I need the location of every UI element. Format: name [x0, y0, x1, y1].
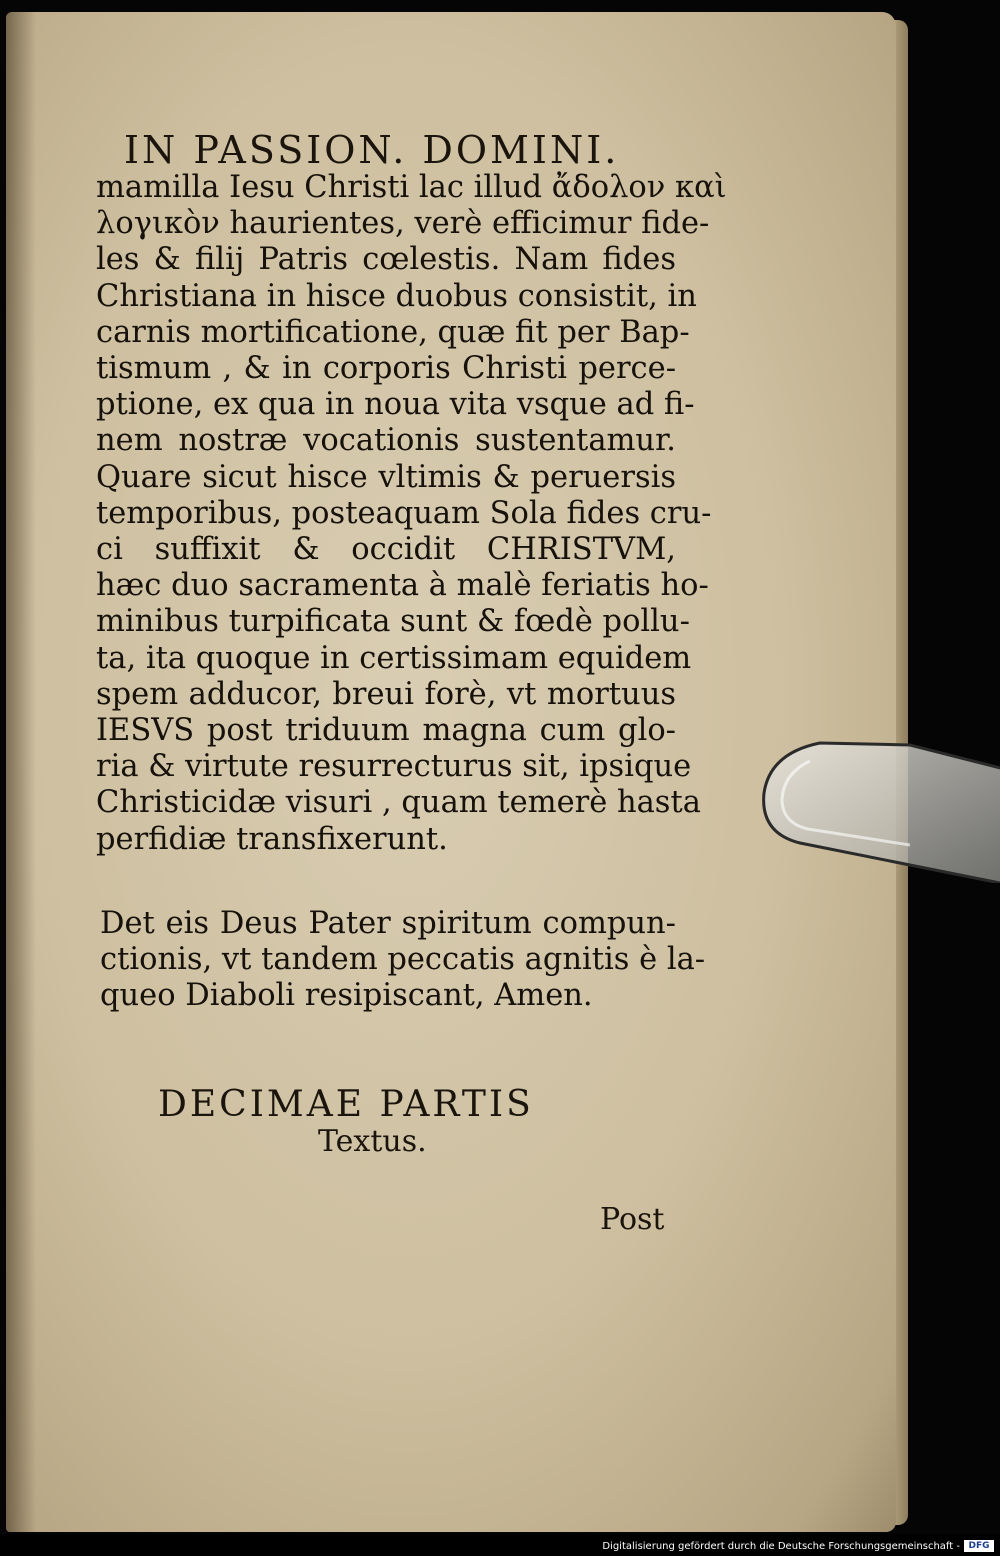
- page-gutter-shadow: [6, 12, 36, 1532]
- section-heading: DECIMAE PARTIS: [158, 1084, 534, 1125]
- dfg-logo: DFG: [964, 1540, 994, 1552]
- text-line: nem nostræ vocationis sustentamur.: [96, 423, 676, 459]
- text-line: perfidiæ transfixerunt.: [96, 821, 448, 857]
- text-line: hæc duo sacramenta à malè feriatis ho-: [96, 568, 709, 604]
- text-line: Quare sicut hisce vltimis & peruersis: [96, 459, 676, 495]
- text-line: spem adducor, breui forè, vt mortuus: [96, 676, 676, 712]
- section-subheading: Textus.: [318, 1124, 427, 1159]
- text-line: mamilla Iesu Christi lac illud ἄδολον καὶ: [96, 170, 727, 205]
- text-line: Christicidæ visuri , quam temerè hasta: [96, 785, 701, 821]
- text-line: queo Diaboli resipiscant, Amen.: [100, 978, 593, 1014]
- text-line: ria & virtute resurrecturus sit, ipsique: [96, 749, 692, 785]
- funding-credit: Digitalisierung gefördert durch die Deutsche Forschungsgemeinschaft -: [602, 1541, 960, 1552]
- running-title: IN PASSION. DOMINI.: [124, 128, 620, 172]
- text-line: Christiana in hisce duobus consistit, in: [96, 278, 697, 314]
- text-line: tismum , & in corporis Christi perce-: [96, 351, 676, 387]
- text-line: minibus turpificata sunt & fœdè pollu-: [96, 604, 690, 640]
- glass-clip-icon: [760, 733, 1000, 883]
- text-line: λογικὸν haurientes, verè efficimur fide-: [96, 206, 710, 242]
- text-line: IESVS post triduum magna cum glo-: [96, 713, 676, 749]
- text-line: ci suffixit & occidit CHRISTVM,: [96, 532, 676, 568]
- text-line: temporibus, posteaquam Sola fides cru-: [96, 495, 712, 531]
- text-line: ctionis, vt tandem peccatis agnitis è la-: [100, 942, 706, 978]
- text-line: carnis mortificatione, quæ fit per Bap-: [96, 314, 690, 350]
- catchword: Post: [600, 1202, 665, 1237]
- paragraph-closing: [100, 906, 706, 1015]
- text-line: Det eis Deus Pater spiritum compun-: [100, 906, 676, 941]
- footer-bar: [0, 1534, 1000, 1556]
- text-line: ta, ita quoque in certissimam equidem: [96, 640, 692, 676]
- paragraph-main: [96, 170, 727, 858]
- text-line: ptione, ex qua in noua vita vsque ad fi-: [96, 387, 695, 423]
- text-line: les & filij Patris cœlestis. Nam fides: [96, 242, 676, 278]
